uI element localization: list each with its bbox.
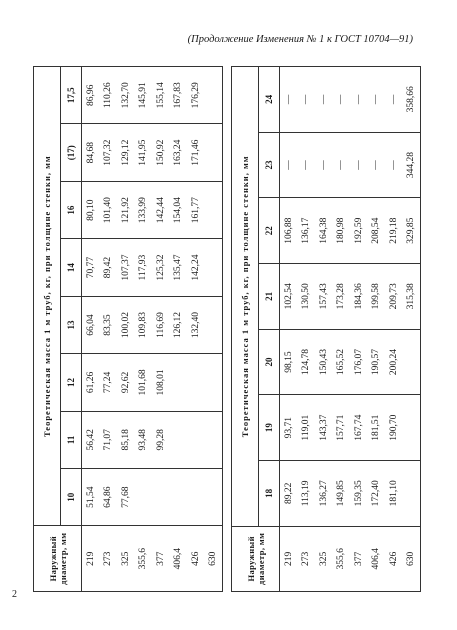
mass-cell: 77,68 (117, 469, 135, 526)
mass-cell: — (385, 132, 403, 198)
mass-group-header: Теоретическая масса 1 м труб, кг, при толщине стенки, мм (34, 67, 61, 526)
table-row (187, 67, 205, 592)
diameter-cell: 219 (280, 526, 298, 591)
mass-cell: 92,62 (117, 354, 135, 411)
column-header: 24 (259, 67, 280, 133)
mass-cell: 165,52 (333, 329, 351, 395)
mass-cell: 155,14 (152, 67, 170, 124)
mass-cell: 173,28 (333, 264, 351, 330)
mass-cell (403, 329, 421, 395)
mass-cell: 77,24 (100, 354, 118, 411)
mass-cell: 109,83 (135, 296, 153, 353)
mass-cell: 133,99 (135, 181, 153, 238)
mass-cell: — (333, 67, 351, 133)
mass-cell (205, 124, 223, 181)
table-row (385, 67, 403, 592)
mass-cell (403, 461, 421, 527)
mass-cell (205, 469, 223, 526)
mass-cell: 180,98 (333, 198, 351, 264)
mass-group-header: Теоретическая масса 1 м труб, кг, при толщине стенки, мм (232, 67, 259, 527)
mass-cell: 154,04 (170, 181, 188, 238)
table-row (403, 67, 421, 592)
mass-cell: — (280, 67, 298, 133)
diameter-cell: 630 (403, 526, 421, 591)
mass-cell: 164,38 (315, 198, 333, 264)
diameter-cell: 426 (187, 526, 205, 592)
mass-cell: 119,01 (298, 395, 316, 461)
mass-cell: 192,59 (350, 198, 368, 264)
mass-cell: 102,54 (280, 264, 298, 330)
mass-cell: — (368, 67, 386, 133)
mass-cell: — (315, 67, 333, 133)
mass-cell (170, 354, 188, 411)
column-header: 20 (259, 329, 280, 395)
diameter-cell: 377 (152, 526, 170, 592)
mass-cell: 70,77 (82, 239, 100, 296)
diameter-cell: 273 (100, 526, 118, 592)
mass-cell: 107,32 (100, 124, 118, 181)
mass-cell: 167,83 (170, 67, 188, 124)
mass-cell: 51,54 (82, 469, 100, 526)
mass-cell (135, 469, 153, 526)
mass-cell: 132,40 (187, 296, 205, 353)
table-row (298, 67, 316, 592)
diameter-cell: 273 (298, 526, 316, 591)
mass-cell: — (280, 132, 298, 198)
mass-cell: 181,10 (385, 461, 403, 527)
mass-cell: 172,40 (368, 461, 386, 527)
mass-cell: 124,78 (298, 329, 316, 395)
column-header: 13 (61, 296, 82, 353)
mass-cell: 200,24 (385, 329, 403, 395)
mass-cell (170, 469, 188, 526)
mass-cell (152, 469, 170, 526)
mass-cell: 159,35 (350, 461, 368, 527)
mass-cell: 64,86 (100, 469, 118, 526)
mass-cell: — (298, 132, 316, 198)
mass-cell: — (368, 132, 386, 198)
diameter-cell: 325 (117, 526, 135, 592)
column-header: (17) (61, 124, 82, 181)
column-header: 18 (259, 461, 280, 527)
column-header: 23 (259, 132, 280, 198)
mass-cell: 190,57 (368, 329, 386, 395)
table-row (152, 67, 170, 592)
mass-cell: 143,37 (315, 395, 333, 461)
mass-cell: 145,91 (135, 67, 153, 124)
mass-table-1 (33, 66, 223, 592)
mass-cell: 116,69 (152, 296, 170, 353)
mass-cell: 100,02 (117, 296, 135, 353)
mass-cell: 101,68 (135, 354, 153, 411)
mass-cell: 161,77 (187, 181, 205, 238)
mass-cell: 132,70 (117, 67, 135, 124)
mass-cell: 315,38 (403, 264, 421, 330)
mass-cell (205, 296, 223, 353)
diameter-header: Наружный диаметр, мм (34, 526, 82, 592)
mass-cell: 208,54 (368, 198, 386, 264)
mass-cell: 66,04 (82, 296, 100, 353)
mass-cell: 329,85 (403, 198, 421, 264)
mass-cell: 101,40 (100, 181, 118, 238)
mass-cell: 171,46 (187, 124, 205, 181)
table-row (315, 67, 333, 592)
mass-cell: 84,68 (82, 124, 100, 181)
mass-cell: 89,42 (100, 239, 118, 296)
mass-cell: 149,85 (333, 461, 351, 527)
mass-cell: 190,70 (385, 395, 403, 461)
mass-cell: 163,24 (170, 124, 188, 181)
mass-cell: 110,26 (100, 67, 118, 124)
mass-cell: 135,47 (170, 239, 188, 296)
mass-cell: 136,27 (315, 461, 333, 527)
mass-cell: — (385, 67, 403, 133)
diameter-cell: 355,6 (333, 526, 351, 591)
mass-cell: 86,96 (82, 67, 100, 124)
mass-cell: 113,19 (298, 461, 316, 527)
mass-cell: — (298, 67, 316, 133)
table-row (117, 67, 135, 592)
mass-cell: 130,50 (298, 264, 316, 330)
mass-cell (205, 411, 223, 468)
diameter-cell: 630 (205, 526, 223, 592)
table-row (170, 67, 188, 592)
mass-cell (187, 469, 205, 526)
mass-cell: 71,07 (100, 411, 118, 468)
column-header: 11 (61, 411, 82, 468)
mass-cell: 107,37 (117, 239, 135, 296)
mass-cell: — (333, 132, 351, 198)
mass-cell: 150,43 (315, 329, 333, 395)
mass-cell: 184,36 (350, 264, 368, 330)
column-header: 19 (259, 395, 280, 461)
mass-cell: 83,35 (100, 296, 118, 353)
mass-cell: — (315, 132, 333, 198)
mass-cell: 157,71 (333, 395, 351, 461)
mass-cell: 176,29 (187, 67, 205, 124)
mass-cell: 106,88 (280, 198, 298, 264)
mass-cell: 89,22 (280, 461, 298, 527)
mass-cell: — (350, 67, 368, 133)
mass-cell: 129,12 (117, 124, 135, 181)
column-header: 10 (61, 469, 82, 526)
mass-cell: 219,18 (385, 198, 403, 264)
mass-cell: 209,73 (385, 264, 403, 330)
rotated-content (33, 66, 417, 592)
diameter-header: Наружный диаметр, мм (232, 526, 280, 591)
column-header: 16 (61, 181, 82, 238)
mass-cell: 141,95 (135, 124, 153, 181)
mass-cell: 61,26 (82, 354, 100, 411)
mass-cell: 358,66 (403, 67, 421, 133)
mass-cell: 150,92 (152, 124, 170, 181)
diameter-cell: 426 (385, 526, 403, 591)
mass-cell (403, 395, 421, 461)
mass-cell: 108,01 (152, 354, 170, 411)
diameter-cell: 406,4 (368, 526, 386, 591)
mass-cell: 121,92 (117, 181, 135, 238)
mass-cell: 344,28 (403, 132, 421, 198)
mass-cell: 117,93 (135, 239, 153, 296)
table-row (100, 67, 118, 592)
mass-cell (170, 411, 188, 468)
table-row (350, 67, 368, 592)
page-number: 2 (12, 589, 17, 600)
diameter-cell: 406,4 (170, 526, 188, 592)
table-row (205, 67, 223, 592)
column-header: 14 (61, 239, 82, 296)
table-row (82, 67, 100, 592)
mass-cell: 167,74 (350, 395, 368, 461)
mass-cell: 142,44 (152, 181, 170, 238)
mass-cell (205, 239, 223, 296)
mass-cell: 93,48 (135, 411, 153, 468)
mass-cell (205, 181, 223, 238)
column-header: 21 (259, 264, 280, 330)
mass-cell (205, 67, 223, 124)
mass-cell: 93,71 (280, 395, 298, 461)
table-row (333, 67, 351, 592)
column-header: 12 (61, 354, 82, 411)
mass-cell: 181,51 (368, 395, 386, 461)
mass-cell: 80,10 (82, 181, 100, 238)
mass-cell: 157,43 (315, 264, 333, 330)
mass-cell (187, 354, 205, 411)
mass-cell: — (350, 132, 368, 198)
table-row (135, 67, 153, 592)
mass-cell: 126,12 (170, 296, 188, 353)
diameter-cell: 377 (350, 526, 368, 591)
mass-cell: 199,58 (368, 264, 386, 330)
mass-cell: 98,15 (280, 329, 298, 395)
mass-cell: 142,24 (187, 239, 205, 296)
mass-cell: 99,28 (152, 411, 170, 468)
diameter-cell: 219 (82, 526, 100, 592)
table-row (280, 67, 298, 592)
diameter-cell: 355,6 (135, 526, 153, 592)
mass-cell: 85,18 (117, 411, 135, 468)
mass-cell: 176,07 (350, 329, 368, 395)
page-header: (Продолжение Изменения № 1 к ГОСТ 10704—91) (187, 34, 413, 45)
diameter-cell: 325 (315, 526, 333, 591)
table-row (368, 67, 386, 592)
mass-cell: 56,42 (82, 411, 100, 468)
mass-cell (205, 354, 223, 411)
column-header: 22 (259, 198, 280, 264)
mass-cell (187, 411, 205, 468)
mass-table-2 (231, 66, 421, 592)
mass-cell: 125,32 (152, 239, 170, 296)
mass-cell: 136,17 (298, 198, 316, 264)
column-header: 17,5 (61, 67, 82, 124)
